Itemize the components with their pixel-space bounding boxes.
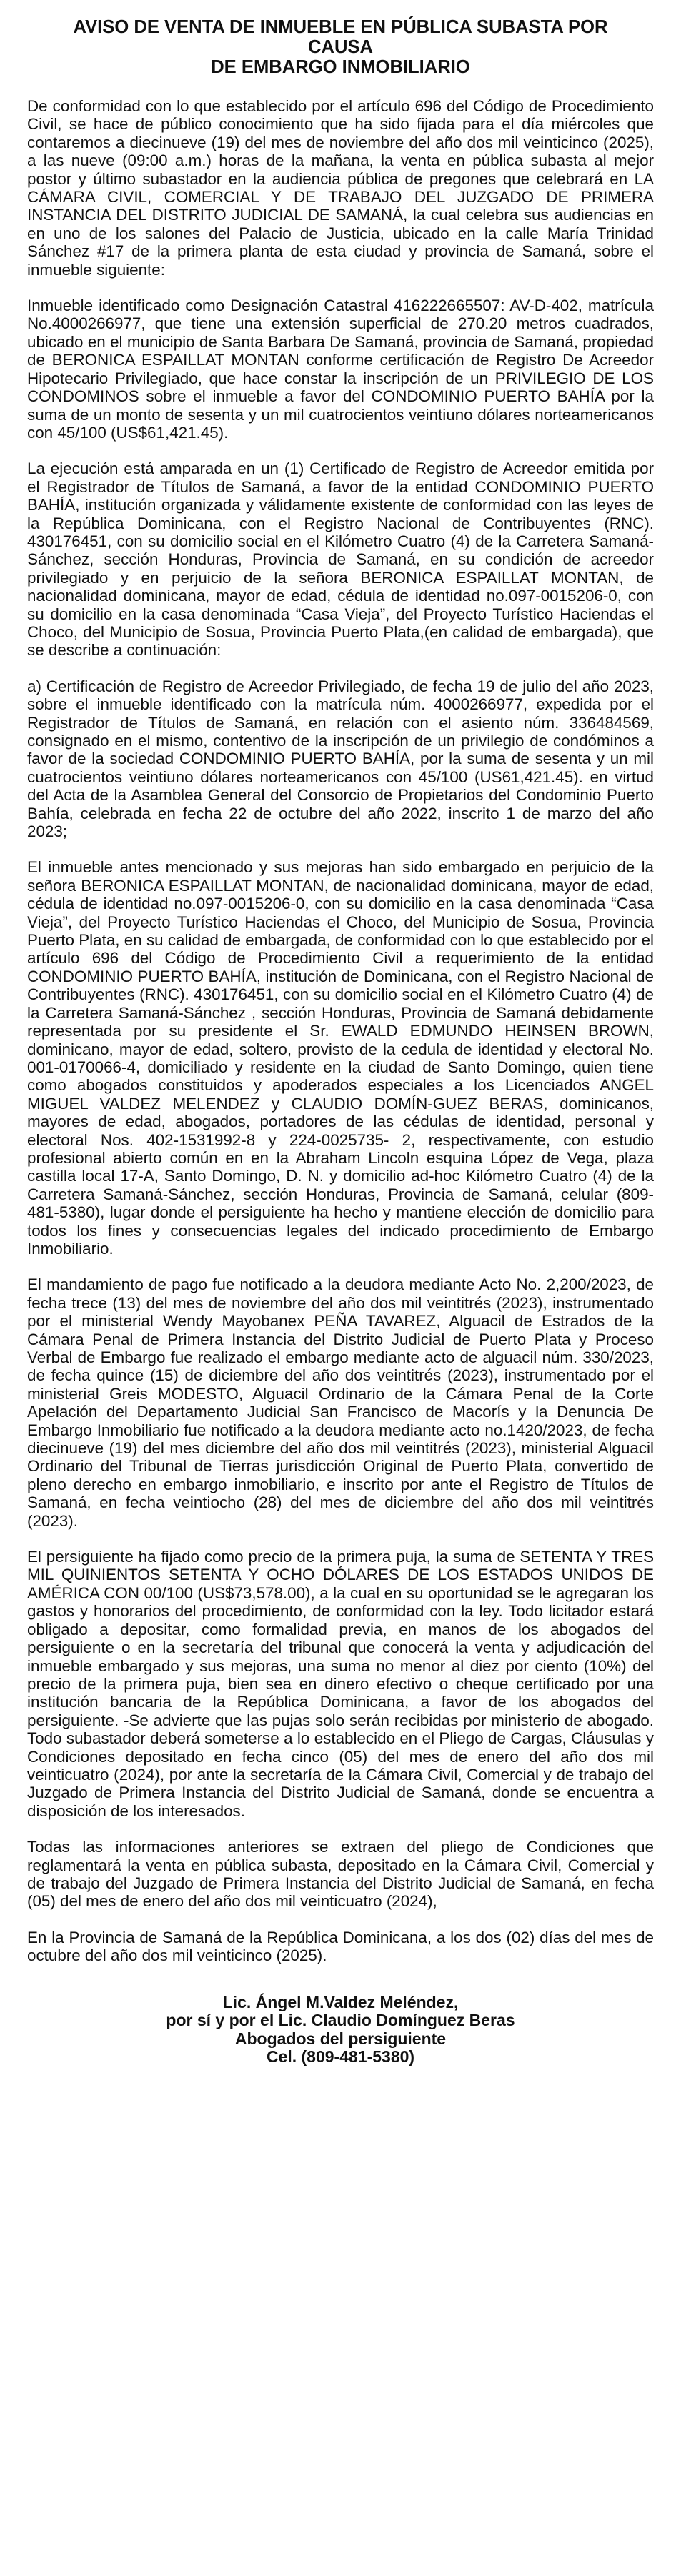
notice-title-line-1: AVISO DE VENTA DE INMUEBLE EN PÚBLICA SUBASTA POR bbox=[73, 17, 608, 37]
signature-line-1: Lic. Ángel M.Valdez Meléndez, bbox=[222, 1992, 459, 2011]
paragraph-execution-basis: La ejecución está amparada en un (1) Certificado de Registro de Acreedor emitida por el Registrador de Títulos de Samaná, a favor de la entidad CONDOMINIO PUERTO BAHÍA, institución organizada y válidamente existente de conformidad con las leyes de la República Dominicana, con el Registro Nacional de Contribuyentes (RNC). 430176451, con su domicilio social en el Kilómetro Cuatro (4) de la Carretera Samaná-Sánchez, sección Honduras, Provincia de Samaná, en su condición de acreedor privilegiado y en perjuicio de la señora BERONICA ESPAILLAT MONTAN, de nacionalidad dominicana, mayor de edad, cédula de identidad no.097-0015206-0, con su domicilio en la casa denominada “Casa Vieja”, del Proyecto Turístico Haciendas el Choco, del Municipio de Sosua, Provincia Puerto Plata,(en calidad de embargada), que se describe a continuación: bbox=[27, 459, 654, 660]
paragraph-payment-order: El mandamiento de pago fue notificado a la deudora mediante Acto No. 2,200/2023, de fecha trece (13) del mes de noviembre del año dos mil veintitrés (2023), instrumentado por el ministerial Wendy Mayobanex PEÑA TAVAREZ, Alguacil de Estrados de la Cámara Penal de Primera Instancia del Distrito Judicial de Puerto Plata y Proceso Verbal de Embargo fue realizado el embargo mediante acto de alguacil núm. 330/2023, de fecha quince (15) de diciembre del año dos veintitrés (2023), instrumentado por el ministerial Greis MODESTO, Alguacil Ordinario de la Cámara Penal de la Corte Apelación del Departamento Judicial San Francisco de Macorís y la Denuncia De Embargo Inmobiliario fue notificado a la deudora mediante acto no.1420/2023, de fecha diecinueve (19) del mes diciembre del año dos mil veintitrés (2023), ministerial Alguacil Ordinario del Tribunal de Tierras jurisdicción Original de Puerto Plata, convertido de pleno derecho en embargo inmobiliario, e inscrito por ante el Registro de Títulos de Samaná, en fecha veintiocho (28) del mes de diciembre del año dos mil veintitrés (2023). bbox=[27, 1275, 654, 1530]
paragraph-property-identification: Inmueble identificado como Designación Catastral 416222665507: AV-D-402, matrícula No.4000266977, que tiene una extensión superficial de 270.20 metros cuadrados, ubicado en el municipio de Santa Barbara De Samaná, provincia de Samaná, propiedad de BERONICA ESPAILLAT MONTAN conforme certificación de Registro De Acreedor Hipotecario Privilegiado, que hace constar la inscripción de un PRIVILEGIO DE LOS CONDOMINOS sobre el inmueble a favor del CONDOMINIO PUERTO BAHÍA por la suma de un monto de sesenta y un mil cuatrocientos veintiuno dólares norteamericanos con 45/100 (US$61,421.45). bbox=[27, 297, 654, 442]
signature-line-2: por sí y por el Lic. Claudio Domínguez Beras bbox=[166, 2011, 515, 2030]
notice-title-line-2: CAUSA bbox=[307, 37, 373, 57]
paragraph-conditions-source: Todas las informaciones anteriores se extraen del pliego de Condiciones que reglamentará la venta en pública subasta, depositado en la Cámara Civil, Comercial y de trabajo del Juzgado de Primera Instancia del Distrito Judicial de Samaná, en fecha (05) del mes de enero del año dos mil veinticuatro (2024), bbox=[27, 1838, 654, 1911]
paragraph-date-place: En la Provincia de Samaná de la República Dominicana, a los dos (02) días del mes de octubre del año dos mil veinticinco (2025). bbox=[27, 1928, 654, 1965]
paragraph-seizure-details: El inmueble antes mencionado y sus mejoras han sido embargado en perjuicio de la señora BERONICA ESPAILLAT MONTAN, de nacionalidad dominicana, mayor de edad, cédula de identidad no.097-0015206-0, con su domicilio en la casa denominada “Casa Vieja”, del Proyecto Turístico Haciendas el Choco, del Municipio de Sosua, Provincia Puerto Plata, en su calidad de embargada, de conformidad con lo que establecido por el artículo 696 del Código de Procedimiento Civil a requerimiento de la entidad CONDOMINIO PUERTO BAHÍA, institución de Dominicana, con el Registro Nacional de Contribuyentes (RNC). 430176451, con su domicilio social en el Kilómetro Cuatro (4) de la Carretera Samaná-Sánchez , sección Honduras, Provincia de Samaná debidamente representada por su presidente el Sr. EWALD EDMUNDO HEINSEN BROWN, dominicano, mayor de edad, soltero, provisto de la cedula de identidad y electoral No. 001-0170066-4, domiciliado y residente en la ciudad de Santo Domingo, quien tiene como abogados constituidos y apoderados especiales a los Licenciados ANGEL MIGUEL VALDEZ MELENDEZ y CLAUDIO DOMÍN-GUEZ BERAS, dominicanos, mayores de edad, abogados, portadores de las cédulas de identidad, personal y electoral Nos. 402-1531992-8 y 224-0025735- 2, respectivamente, con estudio profesional abierto común en en la Abraham Lincoln esquina López de Vega, plaza castilla local 17-A, Santo Domingo, D. N. y domicilio ad-hoc Kilómetro Cuatro (4) de la Carretera Samaná-Sánchez, sección Honduras, Provincia de Samaná, celular (809-481-5380), lugar donde el persiguiente ha hecho y mantiene elección de domicilio para todos los fines y consecuencias legales del indicado procedimiento de Embargo Inmobiliario. bbox=[27, 858, 654, 1258]
signature-line-3: Abogados del persiguiente bbox=[234, 2029, 447, 2048]
notice-body bbox=[27, 97, 654, 1965]
paragraph-first-bid-price: El persiguiente ha fijado como precio de la primera puja, la suma de SETENTA Y TRES MIL QUINIENTOS SETENTA Y OCHO DÓLARES DE LOS ESTADOS UNIDOS DE AMÉRICA CON 00/100 (US$73,578.00), a la cual en su oportunidad se le agregaran los gastos y honorarios del procedimiento, de conformidad con la ley. Todo licitador estará obligado a depositar, como formalidad previa, en manos de los abogados del persiguiente o en la secretaría del tribunal que conocerá la venta y adjudicación del inmueble embargado y sus mejoras, una suma no menor al diez por ciento (10%) del precio de la primera puja, bien sea en dinero efectivo o cheque certificado por una institución bancaria de la República Dominicana, a favor de los abogados del persiguiente. -Se advierte que las pujas solo serán recibidas por ministerio de abogado. Todo subastador deberá someterse a lo establecido en el Pliego de Cargas, Cláusulas y Condiciones depositado en fecha cinco (05) del mes de enero del año dos mil veinticuatro (2024), por ante la secretaría de la Cámara Civil, Comercial y de trabajo del Juzgado de Primera Instancia del Distrito Judicial de Samaná, donde se encuentra a disposición de los interesados. bbox=[27, 1548, 654, 1820]
signature-phone: Cel. (809-481-5380) bbox=[266, 2047, 415, 2067]
notice-title bbox=[27, 17, 654, 77]
notice-title-line-3: DE EMBARGO INMOBILIARIO bbox=[211, 57, 470, 77]
paragraph-auction-announcement: De conformidad con lo que establecido por el artículo 696 del Código de Procedimiento Civil, se hace de público conocimiento que ha sido fijada para el día miércoles que contaremos a diecinueve (19) del mes de noviembre del año dos mil veinticinco (2025), a las nueve (09:00 a.m.) horas de la mañana, la venta en pública subasta al mejor postor y último subastador en la audiencia pública de pregones que celebrará en LA CÁMARA CIVIL, COMERCIAL Y DE TRABAJO DEL JUZGADO DE PRIMERA INSTANCIA DEL DISTRITO JUDICIAL DE SAMANÁ, la cual celebra sus audiencias en en uno de los salones del Palacio de Justicia, ubicado en la calle María Trinidad Sánchez #17 de la primera planta de esta ciudad y provincia de Samaná, sobre el inmueble siguiente: bbox=[27, 97, 654, 279]
paragraph-creditor-certificate: a) Certificación de Registro de Acreedor Privilegiado, de fecha 19 de julio del año 2023, sobre el inmueble identificado con la matrícula núm. 4000266977, expedida por el Registrador de Títulos de Samaná, en relación con el asiento núm. 336484569, consignado en el mismo, contentivo de la inscripción de un privilegio de condóminos a favor de la sociedad CONDOMINIO PUERTO BAHÍA, por la suma de sesenta y un mil cuatrocientos veintiuno dólares norteamericanos con 45/100 (US61,421.45). en virtud del Acta de la Asamblea General del Consorcio de Propietarios del Condominio Puerto Bahía, celebrada en fecha 22 de octubre del año 2022, inscrito 1 de marzo del año 2023; bbox=[27, 677, 654, 841]
signature-block bbox=[27, 1994, 654, 2067]
